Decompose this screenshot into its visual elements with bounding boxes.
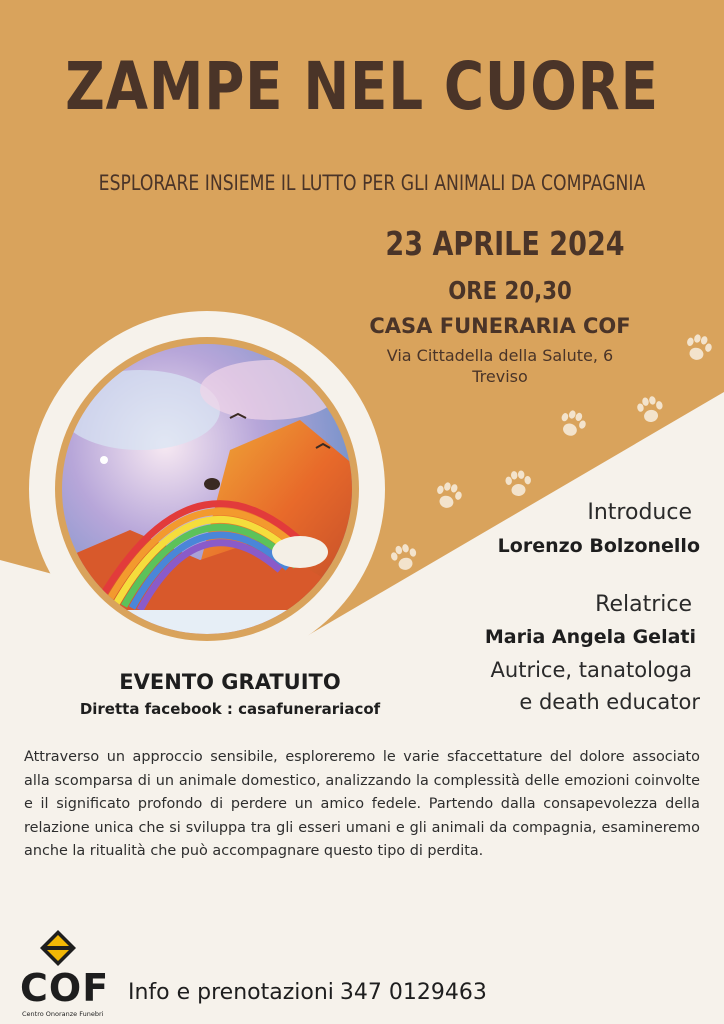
event-title: ZAMPE NEL CUORE: [65, 48, 659, 125]
speaker-desc-2: e death educator: [519, 690, 700, 714]
address-line-2: Treviso: [472, 367, 528, 386]
cof-logo-subtitle: Centro Onoranze Funebri: [22, 1010, 104, 1018]
event-description: Attraverso un approccio sensibile, esploreremo le varie sfaccettature del dolore associato alla scomparsa di un animale domestico, analizzando la complessità delle emozioni coinvolte e il significato profondo di perdere un amico fedele. Partendo dalla consapevolezza della relazione unica che si sviluppa tra gli esseri umani e gli animali da compagnia, esamineremo anche la ritualità che può accompagnare questo tipo di perdita.: [24, 749, 700, 860]
event-date: 23 APRILE 2024: [385, 224, 625, 263]
speaker-desc-1: Autrice, tanatologa: [490, 658, 692, 682]
address-line-1: Via Cittadella della Salute, 6: [386, 346, 614, 365]
phone-number[interactable]: 347 0129463: [339, 980, 487, 1005]
facebook-live-label: Diretta facebook : casafunerariacof: [79, 700, 381, 718]
info-label: Info e prenotazioni: [128, 980, 334, 1005]
speaker-role: Relatrice: [595, 592, 692, 617]
cof-logo-text: COF: [20, 966, 110, 1010]
speaker-name: Maria Angela Gelati: [484, 626, 696, 648]
event-time: ORE 20,30: [448, 276, 572, 305]
event-venue: CASA FUNERARIA COF: [369, 314, 631, 338]
event-subtitle: ESPLORARE INSIEME IL LUTTO PER GLI ANIMALI DA COMPAGNIA: [98, 171, 646, 195]
intro-name: Lorenzo Bolzonello: [497, 535, 700, 557]
intro-role: Introduce: [587, 500, 692, 525]
info-line: [128, 980, 487, 1005]
event-address: [350, 345, 650, 387]
free-event-label: EVENTO GRATUITO: [119, 670, 341, 694]
